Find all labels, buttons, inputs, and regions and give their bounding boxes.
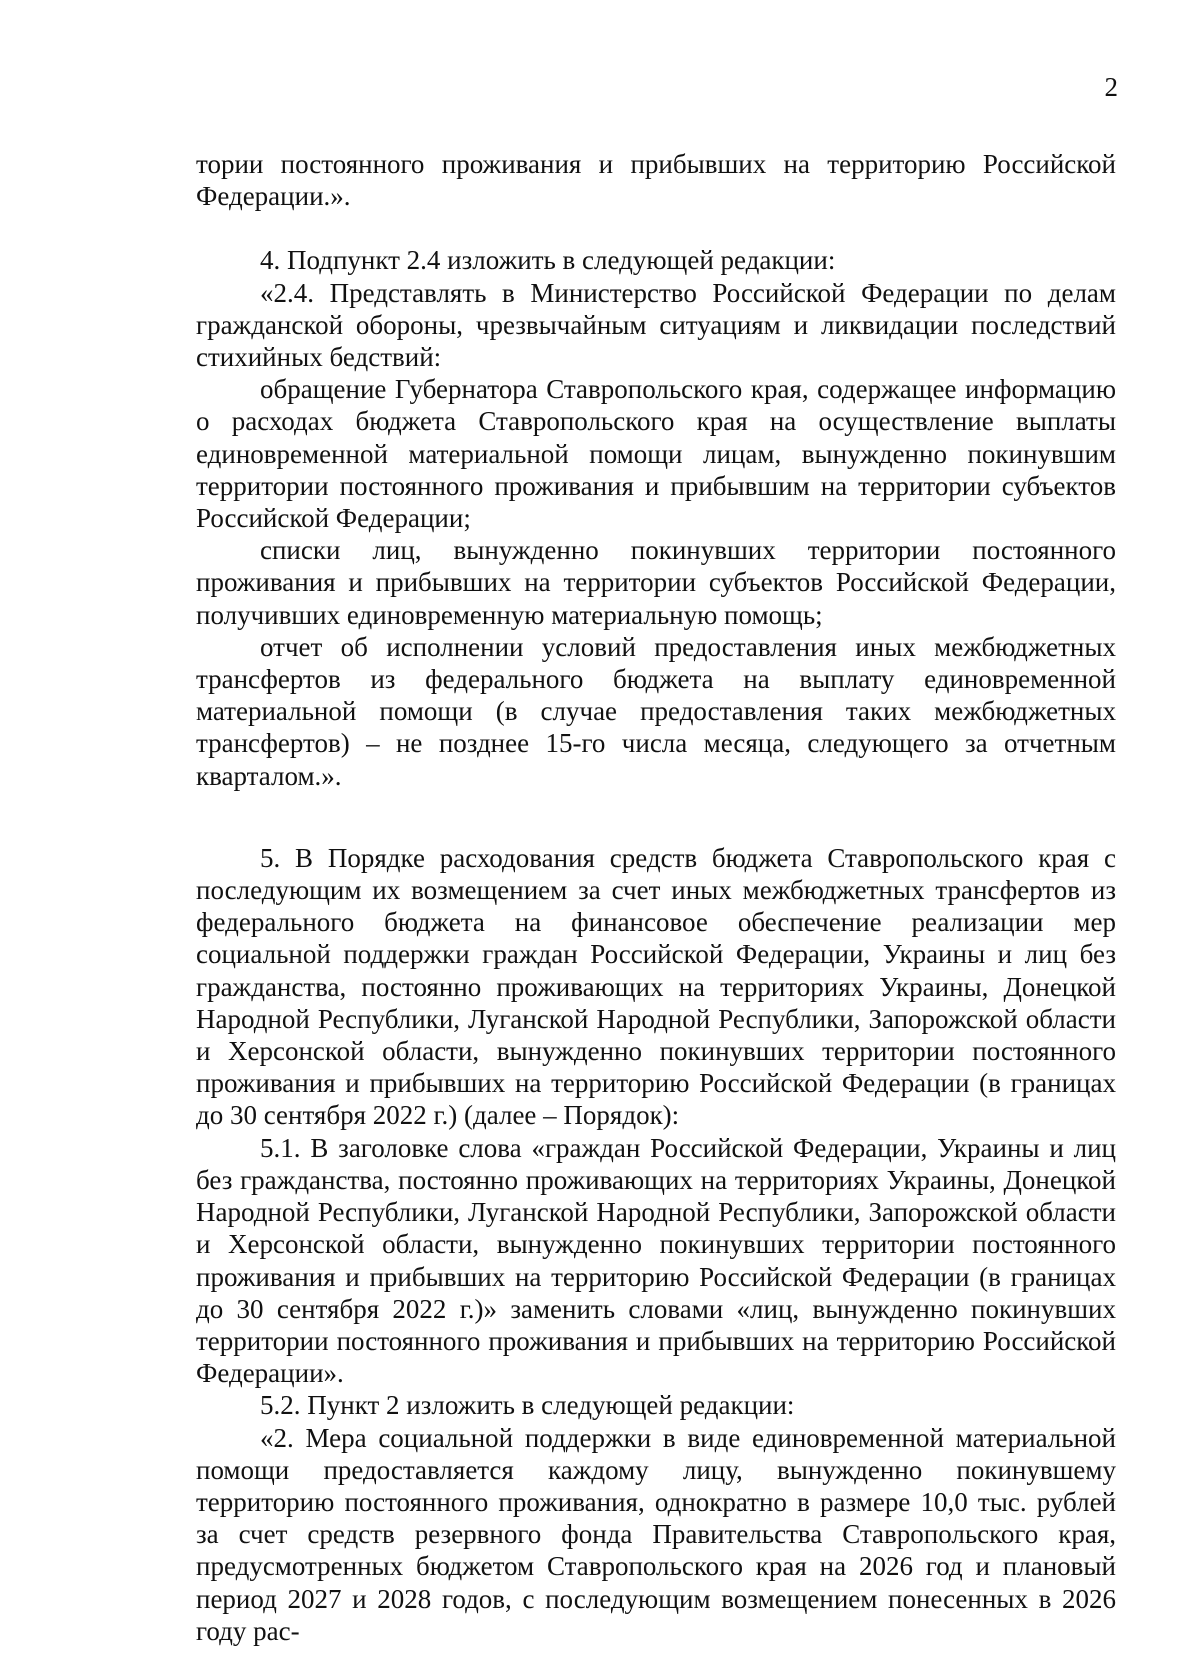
paragraph-item-5-2: 5.2. Пункт 2 изложить в следующей редакции: (260, 1390, 795, 1421)
paragraph-item-5-1: 5.1. В заголовке слова «граждан Российской Федерации, Украины и лиц без гражданства, постоянно проживающих на территориях Украины, Донецкой Народной Республики, Луганской Народной Республики, Запорожской области и Херсонской области, вынужденно покинувших территории постоянного проживания и прибывших на территорию Российской Федерации (в границах до 30 сентября 2022 г.)» заменить словами «лиц, вынужденно покинувших территории постоянного проживания и прибывших на территорию Российской Федерации». (196, 1132, 1116, 1389)
paragraph-lists-of-persons: списки лиц, вынужденно покинувших территории постоянного проживания и прибывших на территории субъектов Российской Федерации, получивших единовременную материальную помощь; (196, 535, 1116, 630)
document-body (196, 148, 1116, 1647)
paragraph-item-4: 4. Подпункт 2.4 изложить в следующей редакции: (260, 245, 836, 276)
page-number: 2 (1104, 72, 1118, 102)
paragraph-continuation: тории постоянного проживания и прибывших на территорию Российской Федерации.». (196, 149, 1116, 212)
paragraph-item-5: 5. В Порядке расходования средств бюджета Ставропольского края с последующим их возмещением за счет иных межбюджетных трансфертов из федерального бюджета на финансовое обеспечение реализации мер социальной поддержки граждан Российской Федерации, Украины и лиц без гражданства, постоянно проживающих на территориях Украины, Донецкой Народной Республики, Луганской Народной Республики, Запорожской области и Херсонской области, вынужденно покинувших территории постоянного проживания и прибывших на территорию Российской Федерации (в границах до 30 сентября 2022 г.) (далее – Порядок): (196, 842, 1116, 1131)
paragraph-report: отчет об исполнении условий предоставления иных межбюджетных трансфертов из федерального бюджета на выплату единовременной материальной помощи (в случае предоставления таких межбюджетных трансфертов) – не позднее 15-го числа месяца, следующего за отчетным кварталом.». (196, 631, 1116, 791)
paragraph-subitem-2-4: «2.4. Представлять в Министерство Российской Федерации по делам гражданской обороны, чрезвычайным ситуациям и ликвидации последствий стихийных бедствий: (196, 277, 1116, 373)
paragraph-governor-appeal: обращение Губернатора Ставропольского края, содержащее информацию о расходах бюджета Ставропольского края на осуществление выплаты единовременной материальной помощи лицам, вынужденно покинувшим территории постоянного проживания и прибывшим на территории субъектов Российской Федерации; (196, 374, 1116, 534)
paragraph-point-2: «2. Мера социальной поддержки в виде единовременной материальной помощи предоставляется каждому лицу, вынужденно покинувшему территорию постоянного проживания, однократно в размере 10,0 тыс. рублей за счет средств резервного фонда Правительства Ставропольского края, предусмотренных бюджетом Ставропольского края на 2026 год и плановый период 2027 и 2028 годов, с последующим возмещением понесенных в 2026 году рас- (196, 1422, 1116, 1646)
